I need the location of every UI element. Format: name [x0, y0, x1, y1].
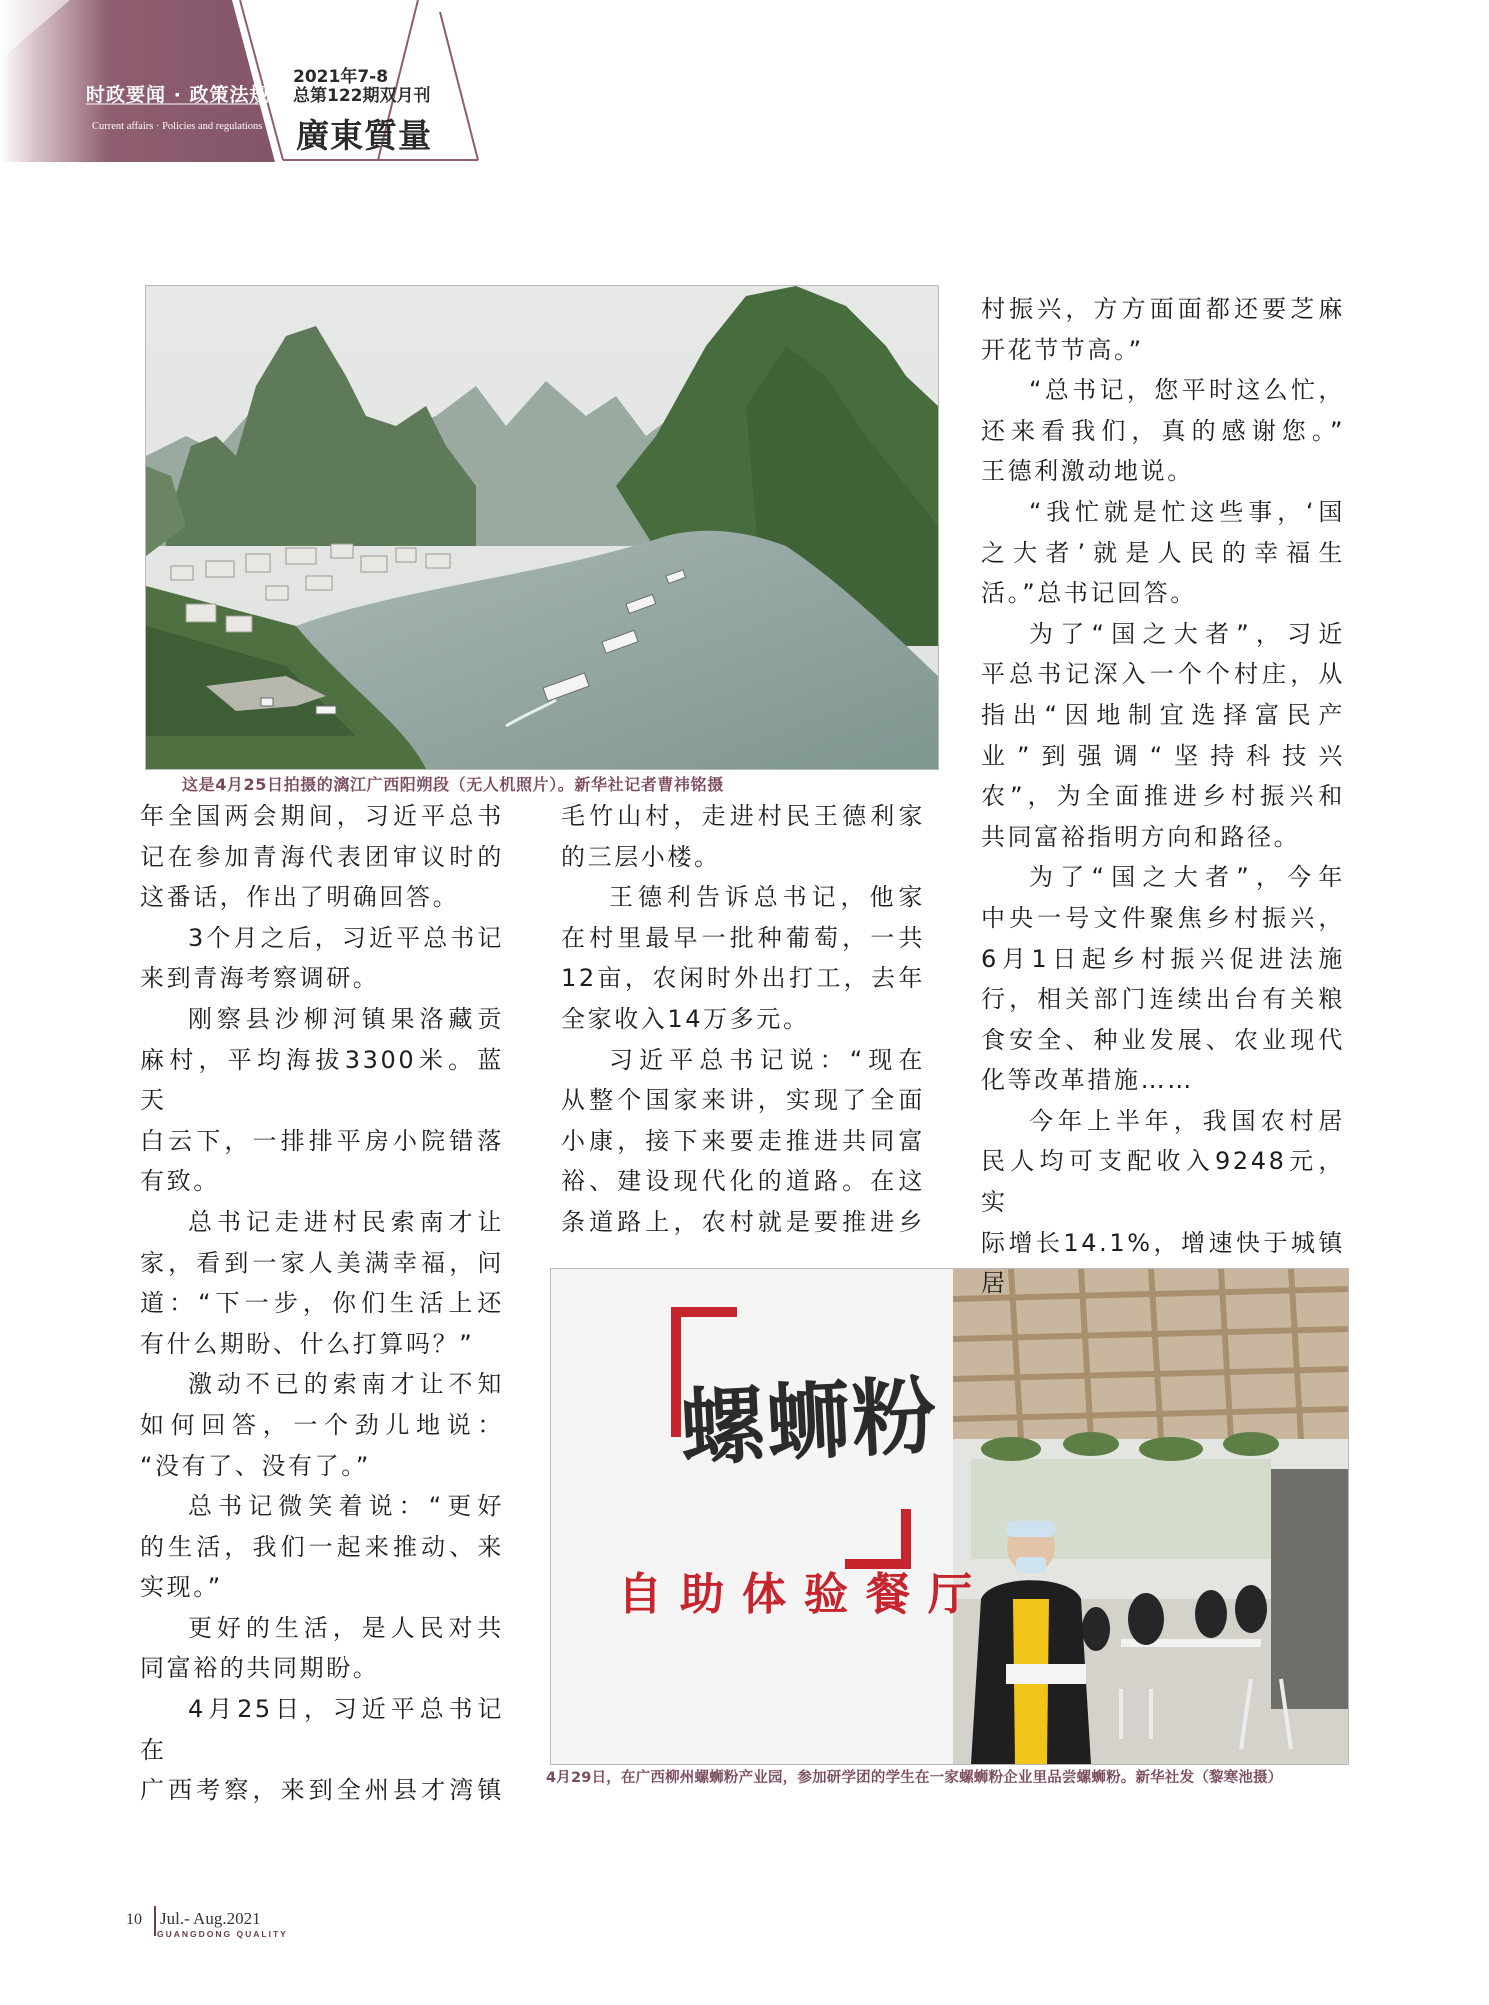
- text-line: 麻村，平均海拔3300米。蓝天: [140, 1045, 504, 1115]
- text-line: 今年上半年，我国农村居: [1029, 1106, 1345, 1135]
- text-line: 6月1日起乡村振兴促进法施: [981, 944, 1345, 973]
- text-line: 王德利激动地说。: [981, 457, 1194, 486]
- section-title: 时政要闻 · 政策法规: [86, 84, 270, 106]
- text-line: 有致。: [140, 1167, 220, 1196]
- text-line: 民人均可支配收入9248元，实: [981, 1147, 1345, 1217]
- text-line: 全家收入14万多元。: [561, 1004, 810, 1033]
- text-column-3: [981, 289, 1345, 1304]
- text-line: 的生活，我们一起来推动、来: [140, 1532, 504, 1561]
- text-line: 总书记走进村民索南才让: [188, 1207, 504, 1236]
- text-line: 王德利告诉总书记，他家: [609, 883, 925, 912]
- section-title-en: Current affairs · Policies and regulations: [92, 121, 263, 132]
- masthead-logo: 廣東質量: [296, 116, 432, 155]
- text-line: 食安全、种业发展、农业现代: [981, 1025, 1345, 1054]
- text-line: 指出“因地制宜选择富民产: [981, 700, 1345, 729]
- issue-number: 总第122期双月刊: [293, 86, 431, 106]
- text-line: 激动不已的索南才让不知: [188, 1370, 504, 1399]
- text-line: 如何回答，一个劲儿地说：: [140, 1410, 504, 1439]
- text-line: 共同富裕指明方向和路径。: [981, 822, 1301, 851]
- text-line: 行，相关部门连续出台有关粮: [981, 985, 1345, 1014]
- text-line: 实现。”: [140, 1573, 223, 1602]
- text-line: 同富裕的共同期盼。: [140, 1654, 380, 1683]
- text-line: 小康，接下来要走推进共同富: [561, 1126, 925, 1155]
- footer-magazine: GUANGDONG QUALITY: [157, 1929, 288, 1939]
- text-line: 毛竹山村，走进村民王德利家: [561, 802, 925, 830]
- sign-buffet-restaurant: 自助体验餐厅: [618, 1569, 990, 1620]
- text-line: 来到青海考察调研。: [140, 964, 380, 993]
- text-line: 际增长14.1%，增速快于城镇居: [981, 1228, 1345, 1298]
- footer-date: Jul.- Aug.2021: [160, 1909, 261, 1928]
- sign-luosifen: 螺蛳粉: [677, 1365, 941, 1478]
- text-line: 更好的生活，是人民对共: [188, 1613, 504, 1642]
- text-line: 3个月之后，习近平总书记: [188, 923, 504, 952]
- text-line: 这番话，作出了明确回答。: [140, 883, 460, 912]
- text-line: 年全国两会期间，习近平总书: [140, 802, 504, 830]
- text-line: “总书记，您平时这么忙，: [1029, 376, 1345, 405]
- text-line: 习近平总书记说：“现在: [609, 1045, 925, 1074]
- text-line: 家，看到一家人美满幸福，问: [140, 1248, 504, 1277]
- text-line: 裕、建设现代化的道路。在这: [561, 1167, 925, 1196]
- text-column-1: [140, 796, 504, 1811]
- text-line: 在村里最早一批种葡萄，一共: [561, 923, 925, 952]
- li-river-photo: [145, 285, 939, 770]
- page-number: 10: [126, 1911, 142, 1928]
- text-line: 中央一号文件聚焦乡村振兴，: [981, 903, 1345, 932]
- text-line: 广西考察，来到全州县才湾镇: [140, 1776, 504, 1805]
- text-line: 为了“国之大者”，习近: [1029, 619, 1345, 648]
- text-line: “没有了、没有了。”: [140, 1451, 371, 1480]
- text-line: 12亩，农闲时外出打工，去年: [561, 964, 925, 993]
- text-line: 活。”总书记回答。: [981, 579, 1197, 608]
- text-line: 平总书记深入一个个村庄，从: [981, 660, 1345, 689]
- text-line: 还来看我们，真的感谢您。”: [981, 416, 1345, 445]
- text-line: 4月25日，习近平总书记在: [140, 1695, 504, 1764]
- luosifen-photo: [550, 1268, 1349, 1765]
- text-line: 有什么期盼、什么打算吗？”: [140, 1329, 475, 1358]
- text-line: 为了“国之大者”，今年: [1029, 863, 1345, 892]
- text-line: 白云下，一排排平房小院错落: [140, 1126, 504, 1155]
- bottom-photo-caption: 4月29日，在广西柳州螺蛳粉产业园，参加研学团的学生在一家螺蛳粉企业里品尝螺蛳粉。新华社发（黎寒池摄）: [546, 1770, 1283, 1786]
- text-column-2: [561, 796, 925, 1243]
- text-line: 之大者’就是人民的幸福生: [981, 538, 1345, 567]
- text-line: “我忙就是忙这些事，‘国: [1029, 497, 1345, 526]
- top-photo-caption: 这是4月25日拍摄的漓江广西阳朔段（无人机照片）。新华社记者曹祎铭摄: [182, 775, 724, 794]
- text-line: 村振兴，方方面面都还要芝麻: [981, 295, 1345, 323]
- text-line: 道：“下一步，你们生活上还: [140, 1289, 504, 1318]
- text-line: 开花节节高。”: [981, 335, 1144, 364]
- text-line: 条道路上，农村就是要推进乡: [561, 1207, 925, 1236]
- text-line: 业”到强调“坚持科技兴: [981, 741, 1345, 770]
- text-line: 记在参加青海代表团审议时的: [140, 842, 504, 871]
- text-line: 从整个国家来讲，实现了全面: [561, 1086, 925, 1115]
- text-line: 化等改革措施……: [981, 1066, 1194, 1095]
- text-line: 农”，为全面推进乡村振兴和: [981, 782, 1345, 811]
- text-line: 刚察县沙柳河镇果洛藏贡: [188, 1004, 504, 1033]
- text-line: 总书记微笑着说：“更好: [188, 1492, 504, 1521]
- issue-date: 2021年7-8: [293, 67, 389, 87]
- footer-divider: [154, 1906, 156, 1936]
- text-line: 的三层小楼。: [561, 842, 721, 871]
